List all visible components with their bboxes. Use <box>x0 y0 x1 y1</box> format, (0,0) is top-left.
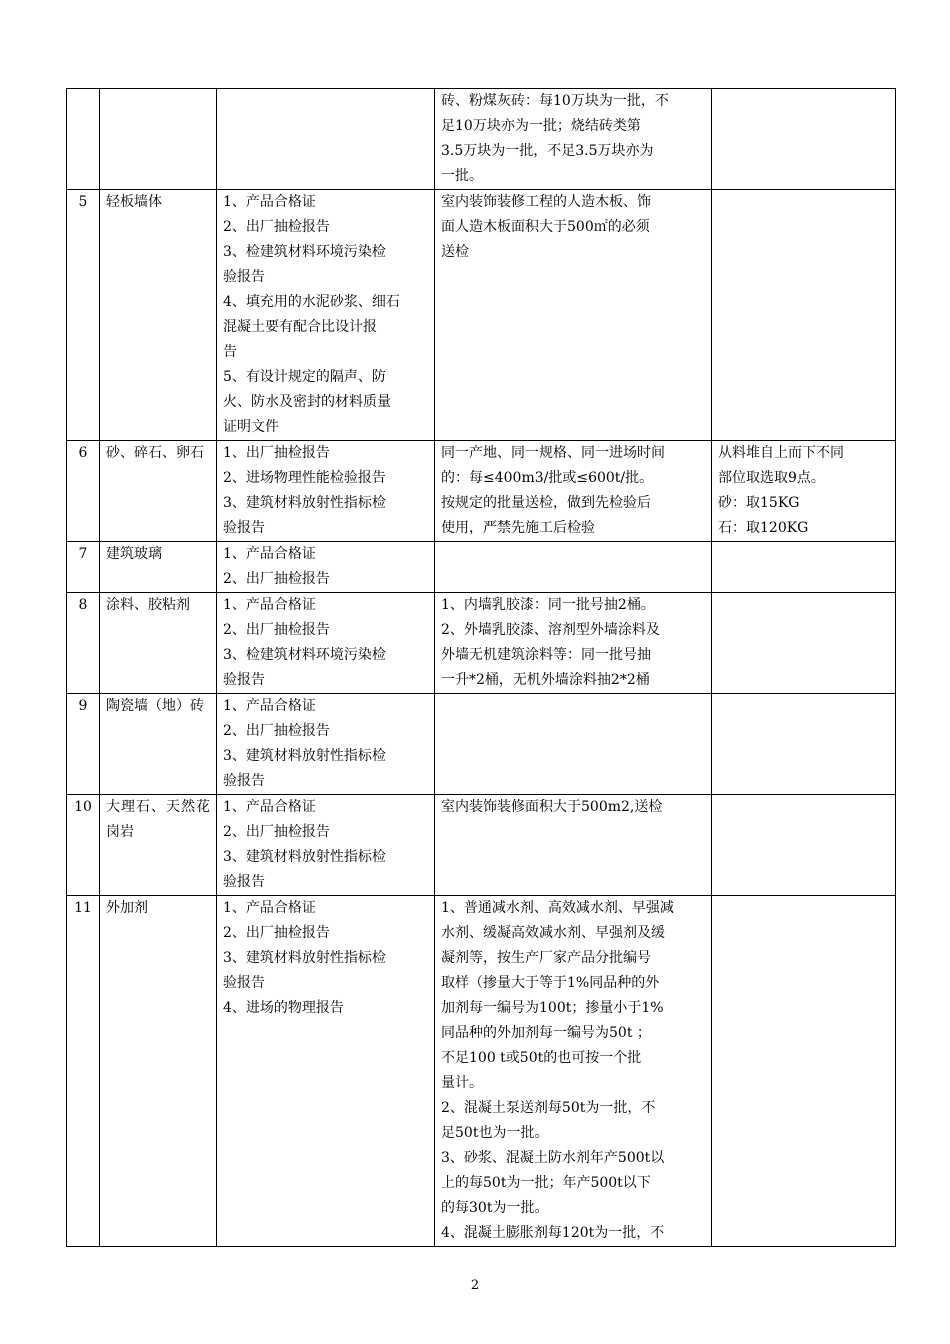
sampling-rules-line: 水剂、缓凝高效减水剂、早强剂及缓 <box>441 925 665 941</box>
material-name: 陶瓷墙（地）砖 <box>100 694 217 795</box>
required-documents-line: 3、建筑材料放射性指标检 <box>223 950 386 966</box>
sampling-method <box>712 542 896 593</box>
required-documents-line: 验报告 <box>223 520 265 536</box>
sampling-rules <box>435 441 712 542</box>
required-documents-line: 2、进场物理性能检验报告 <box>223 470 386 486</box>
required-documents-line: 3、建筑材料放射性指标检 <box>223 748 386 764</box>
sampling-method-line: 从料堆自上而下不同 <box>718 445 844 461</box>
required-documents-line: 验报告 <box>223 975 265 991</box>
sampling-method-line: 石：取120KG <box>718 520 809 536</box>
sampling-method-line: 部位取选取9点。 <box>718 470 825 486</box>
required-documents-line: 2、出厂抽检报告 <box>223 723 330 739</box>
row-number: 6 <box>67 441 100 542</box>
required-documents-line: 2、出厂抽检报告 <box>223 925 330 941</box>
sampling-rules-line: 1、内墙乳胶漆：同一批号抽2桶。 <box>441 597 655 613</box>
sampling-rules-line: 外墙无机建筑涂料等：同一批号抽 <box>441 647 651 663</box>
required-documents-line: 4、进场的物理报告 <box>223 1000 344 1016</box>
required-documents-line: 2、出厂抽检报告 <box>223 824 330 840</box>
material-name: 建筑玻璃 <box>100 542 217 593</box>
sampling-rules-line: 取样（掺量大于等于1%同品种的外 <box>441 975 660 991</box>
required-documents-line: 2、出厂抽检报告 <box>223 571 330 587</box>
required-documents-line: 1、产品合格证 <box>223 194 316 210</box>
required-documents-line: 证明文件 <box>223 419 279 435</box>
row-number: 11 <box>67 896 100 1247</box>
required-documents-line: 3、检建筑材料环境污染检 <box>223 244 386 260</box>
required-documents-line: 2、出厂抽检报告 <box>223 219 330 235</box>
material-name: 涂料、胶粘剂 <box>100 593 217 694</box>
required-documents-line: 1、产品合格证 <box>223 799 316 815</box>
sampling-rules <box>435 795 712 896</box>
sampling-method-line: 砂：取15KG <box>718 495 800 511</box>
required-documents-line: 验报告 <box>223 269 265 285</box>
sampling-rules-line: 同一产地、同一规格、同一进场时间 <box>441 445 665 461</box>
table-row <box>67 190 896 441</box>
required-documents-line: 3、检建筑材料环境污染检 <box>223 647 386 663</box>
required-documents <box>217 694 435 795</box>
sampling-rules-line: 一批。 <box>441 168 483 184</box>
material-name <box>100 89 217 190</box>
row-number: 7 <box>67 542 100 593</box>
table-row <box>67 795 896 896</box>
required-documents <box>217 593 435 694</box>
sampling-rules <box>435 593 712 694</box>
sampling-method <box>712 795 896 896</box>
required-documents-line: 3、建筑材料放射性指标检 <box>223 849 386 865</box>
sampling-rules-line: 不足100 t或50t的也可按一个批 <box>441 1050 642 1066</box>
material-name: 砂、碎石、卵石 <box>100 441 217 542</box>
required-documents-line: 验报告 <box>223 874 265 890</box>
row-number: 9 <box>67 694 100 795</box>
table-row <box>67 896 896 1247</box>
sampling-rules-line: 足50t也为一批。 <box>441 1125 549 1141</box>
sampling-method <box>712 190 896 441</box>
sampling-rules-line: 凝剂等，按生产厂家产品分批编号 <box>441 950 651 966</box>
sampling-rules-line: 3、砂浆、混凝土防水剂年产500t以 <box>441 1150 665 1166</box>
sampling-rules-line: 室内装饰装修面积大于500m2,送检 <box>441 799 663 815</box>
required-documents <box>217 795 435 896</box>
row-number <box>67 89 100 190</box>
required-documents-line: 1、产品合格证 <box>223 900 316 916</box>
sampling-method <box>712 694 896 795</box>
sampling-rules-line: 上的每50t为一批；年产500t以下 <box>441 1175 651 1191</box>
required-documents-line: 1、产品合格证 <box>223 597 316 613</box>
sampling-rules-line: 面人造木板面积大于500㎡的必须 <box>441 219 650 235</box>
required-documents-line: 1、产品合格证 <box>223 546 316 562</box>
required-documents-line: 2、出厂抽检报告 <box>223 622 330 638</box>
material-name: 外加剂 <box>100 896 217 1247</box>
sampling-rules-line: 一升*2桶，无机外墙涂料抽2*2桶 <box>441 672 650 688</box>
sampling-rules-line: 4、混凝土膨胀剂每120t为一批，不 <box>441 1225 665 1241</box>
sampling-rules-line: 送检 <box>441 244 469 260</box>
sampling-method <box>712 89 896 190</box>
table-row <box>67 89 896 190</box>
sampling-rules-line: 室内装饰装修工程的人造木板、饰 <box>441 194 651 210</box>
sampling-rules-line: 同品种的外加剂每一编号为50t ； <box>441 1025 651 1041</box>
sampling-rules-line: 2、外墙乳胶漆、溶剂型外墙涂料及 <box>441 622 660 638</box>
sampling-rules-line: 的：每≤400m3/批或≤600t/批。 <box>441 470 654 486</box>
sampling-rules <box>435 694 712 795</box>
sampling-method <box>712 896 896 1247</box>
required-documents <box>217 542 435 593</box>
required-documents <box>217 896 435 1247</box>
sampling-rules-line: 按规定的批量送检，做到先检验后 <box>441 495 651 511</box>
required-documents-line: 1、产品合格证 <box>223 698 316 714</box>
table-row <box>67 441 896 542</box>
required-documents-line: 验报告 <box>223 672 265 688</box>
sampling-rules-line: 的每30t为一批。 <box>441 1200 549 1216</box>
required-documents-line: 告 <box>223 344 237 360</box>
sampling-rules <box>435 896 712 1247</box>
required-documents <box>217 89 435 190</box>
sampling-rules-line: 1、普通减水剂、高效减水剂、早强减 <box>441 900 674 916</box>
table-row <box>67 593 896 694</box>
sampling-rules-line: 加剂每一编号为100t；掺量小于1% <box>441 1000 664 1016</box>
required-documents-line: 火、防水及密封的材料质量 <box>223 394 391 410</box>
inspection-table <box>66 88 896 1247</box>
sampling-rules-line: 3.5万块为一批，不足3.5万块亦为 <box>441 143 654 159</box>
required-documents-line: 1、出厂抽检报告 <box>223 445 330 461</box>
sampling-method <box>712 593 896 694</box>
sampling-rules <box>435 542 712 593</box>
row-number: 5 <box>67 190 100 441</box>
table-row <box>67 694 896 795</box>
material-name: 轻板墙体 <box>100 190 217 441</box>
sampling-rules-line: 砖、粉煤灰砖：每10万块为一批，不 <box>441 93 669 109</box>
required-documents-line: 混凝土要有配合比设计报 <box>223 319 377 335</box>
sampling-rules-line: 2、混凝土泵送剂每50t为一批，不 <box>441 1100 656 1116</box>
required-documents-line: 5、有设计规定的隔声、防 <box>223 369 386 385</box>
row-number: 8 <box>67 593 100 694</box>
required-documents <box>217 190 435 441</box>
sampling-rules <box>435 190 712 441</box>
sampling-rules-line: 足10万块亦为一批；烧结砖类第 <box>441 118 641 134</box>
row-number: 10 <box>67 795 100 896</box>
required-documents-line: 验报告 <box>223 773 265 789</box>
material-name: 大理石、天然花岗岩 <box>100 795 217 896</box>
required-documents <box>217 441 435 542</box>
sampling-rules-line: 量计。 <box>441 1075 483 1091</box>
sampling-rules-line: 使用，严禁先施工后检验 <box>441 520 595 536</box>
table-body <box>67 89 896 1247</box>
table-row <box>67 542 896 593</box>
required-documents-line: 4、填充用的水泥砂浆、细石 <box>223 294 400 310</box>
page-number: 2 <box>470 1278 480 1293</box>
sampling-rules <box>435 89 712 190</box>
sampling-method <box>712 441 896 542</box>
required-documents-line: 3、建筑材料放射性指标检 <box>223 495 386 511</box>
